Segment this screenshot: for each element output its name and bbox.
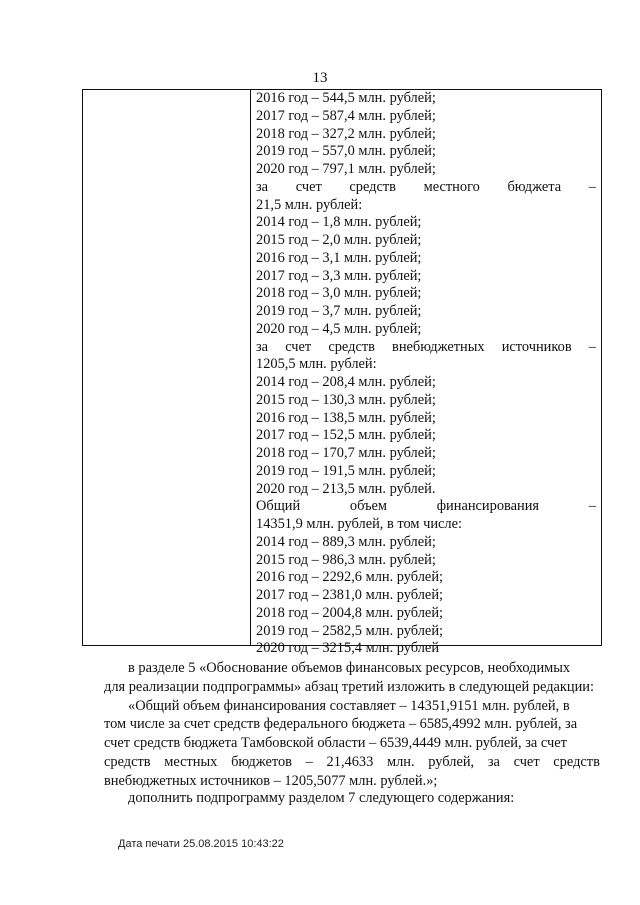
table-line: 14351,9 млн. рублей, в том числе: — [256, 516, 463, 532]
paragraph-line: в разделе 5 «Обоснование объемов финансовых ресурсов, необходимых — [128, 660, 571, 676]
table-word: – — [588, 498, 596, 515]
table-line: 2014 год – 208,4 млн. рублей; — [256, 374, 436, 390]
paragraph-add-section7: дополнить подпрограмму разделом 7 следующего содержания: — [128, 790, 515, 806]
table-word: средств — [328, 338, 375, 355]
paragraph-word: 21,4633 — [326, 753, 374, 770]
table-line-justified — [256, 498, 596, 516]
paragraph-line: счет средств бюджета Тамбовской области – 6539,4449 млн. рублей, за счет — [104, 735, 567, 752]
table-word: – — [588, 178, 596, 195]
table-line: 2019 год – 557,0 млн. рублей; — [256, 143, 436, 160]
table-line: 1205,5 млн. рублей: — [256, 356, 377, 373]
table-word: объем — [349, 498, 388, 515]
table-word: внебюджетных — [392, 338, 485, 355]
table-line: 2017 год – 2381,0 млн. рублей; — [256, 587, 444, 603]
table-line: 2016 год – 2292,6 млн. рублей; — [256, 569, 444, 586]
table-line: 2019 год – 3,7 млн. рублей; — [256, 303, 422, 319]
table-word: за — [256, 178, 269, 195]
table-line: 2018 год – 170,7 млн. рублей; — [256, 445, 436, 461]
table-line: 2015 год – 2,0 млн. рублей; — [256, 232, 422, 248]
table-word: источников — [501, 338, 572, 355]
table-line: 2020 год – 3215,4 млн. рублей — [256, 640, 440, 657]
paragraph-word: местных — [164, 753, 218, 770]
table-line: 2017 год – 587,4 млн. рублей; — [256, 107, 436, 124]
paragraph-word: за — [487, 753, 500, 770]
table-line-justified — [256, 339, 596, 357]
table-word: средств — [349, 178, 396, 195]
table-line: 2020 год – 213,5 млн. рублей. — [256, 480, 436, 497]
paragraph-section5 — [104, 659, 612, 791]
table-line: 2018 год – 3,0 млн. рублей; — [256, 285, 422, 302]
paragraph-line: «Общий объем финансирования составляет – 14351,9151 млн. рублей, в — [128, 697, 570, 714]
paragraph-line-justified — [104, 753, 600, 772]
table-line: 2018 год – 2004,8 млн. рублей; — [256, 604, 444, 621]
paragraph-word: – — [305, 753, 313, 770]
financing-table — [82, 89, 602, 657]
table-word: Общий — [256, 498, 301, 515]
table-column-divider — [250, 90, 251, 645]
financing-table-cell — [256, 90, 596, 658]
paragraph-word: счет — [513, 753, 540, 770]
paragraph-word: бюджетов — [231, 753, 292, 770]
paragraph-line: внебюджетных источников – 1205,5077 млн. рублей.»; — [104, 772, 438, 789]
table-line-justified — [256, 179, 596, 197]
paragraph-word: средств — [104, 753, 151, 770]
table-line: 2017 год – 3,3 млн. рублей; — [256, 267, 422, 284]
table-line: 2014 год – 1,8 млн. рублей; — [256, 214, 422, 231]
table-line: 2020 год – 4,5 млн. рублей; — [256, 320, 422, 337]
table-line: 2015 год – 986,3 млн. рублей; — [256, 551, 436, 568]
table-word: бюджета — [507, 178, 562, 195]
table-line: 2016 год – 544,5 млн. рублей; — [256, 90, 436, 106]
table-word: местного — [423, 178, 480, 195]
paragraph-line: том числе за счет средств федерального бюджета – 6585,4992 млн. рублей, за — [104, 716, 578, 733]
print-date: Дата печати 25.08.2015 10:43:22 — [118, 838, 284, 850]
table-word: за — [256, 338, 269, 355]
table-line: 2015 год – 130,3 млн. рублей; — [256, 391, 436, 408]
table-line: 2019 год – 2582,5 млн. рублей; — [256, 622, 444, 639]
table-line: 2017 год – 152,5 млн. рублей; — [256, 427, 436, 444]
table-line: 2016 год – 3,1 млн. рублей; — [256, 249, 422, 266]
table-line: 2014 год – 889,3 млн. рублей; — [256, 533, 436, 550]
paragraph-word: средств — [553, 753, 600, 770]
table-line: 2018 год – 327,2 млн. рублей; — [256, 125, 436, 142]
page-number: 13 — [312, 70, 328, 86]
table-word: счет — [285, 338, 312, 355]
table-line: 2019 год – 191,5 млн. рублей; — [256, 462, 436, 479]
paragraph-line: для реализации подпрограммы» абзац третий изложить в следующей редакции: — [104, 678, 595, 695]
table-word: счет — [295, 178, 322, 195]
table-line: 2020 год – 797,1 млн. рублей; — [256, 161, 436, 177]
table-line: 2016 год – 138,5 млн. рублей; — [256, 409, 436, 426]
table-word: финансирования — [436, 498, 540, 515]
table-line: 21,5 млн. рублей: — [256, 196, 363, 213]
table-word: – — [588, 338, 596, 355]
paragraph-word: рублей, — [428, 753, 475, 770]
paragraph-word: млн. — [387, 753, 415, 770]
